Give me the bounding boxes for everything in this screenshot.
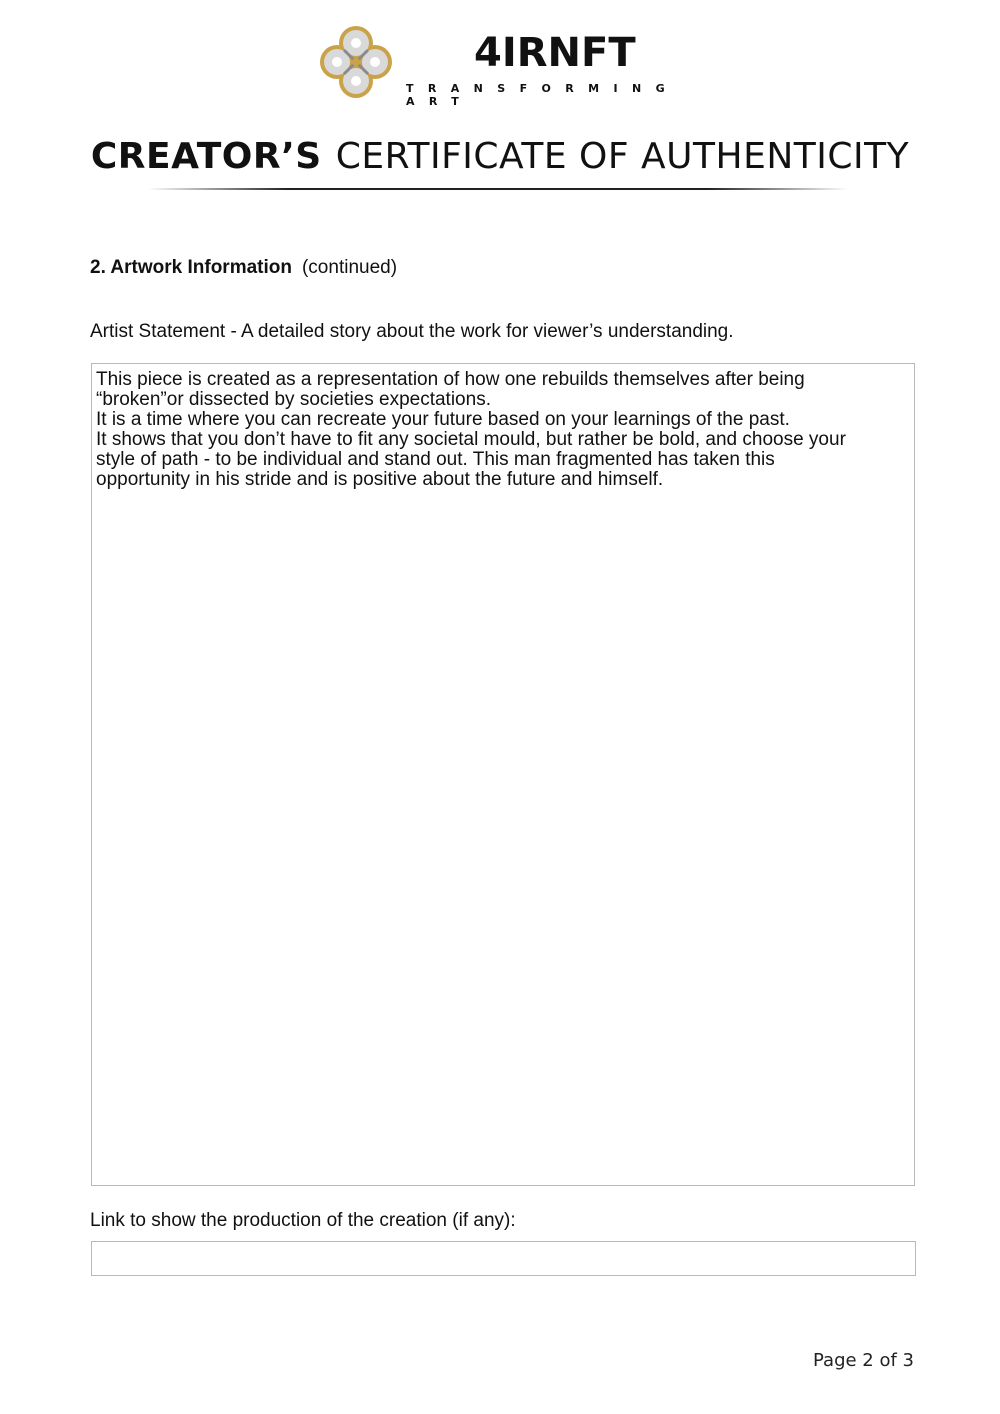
artist-statement-text: This piece is created as a representation of how one rebuilds themselves after being “broken”or dissected by societies expectations. It is a time where you can recreate your future based on your learnings of the past. It shows that you don’t have to fit any societal mould, but rather be bold, and choose your style of path - to be individual and stand out. This man fragmented has taken this opportunity in his stride and is positive about the future and himself. (96, 369, 846, 490)
section-heading-note: (continued) (301, 257, 398, 278)
certificate-title (0, 136, 1000, 177)
certificate-title-rest: CERTIFICATE OF AUTHENTICITY (335, 136, 910, 177)
certificate-title-strong: CREATOR’S (90, 136, 322, 177)
brand-header (316, 22, 686, 108)
brand-tagline: TRANSFORMING ART (406, 82, 680, 108)
production-link-field[interactable] (91, 1241, 916, 1276)
brand-name: 4IRNFT (474, 30, 636, 76)
title-divider (148, 188, 848, 190)
section-heading (90, 257, 397, 279)
artist-statement-label: Artist Statement - A detailed story about the work for viewer’s understanding. (90, 321, 734, 342)
page-number: Page 2 of 3 (813, 1350, 914, 1371)
production-link-label: Link to show the production of the creation (if any): (90, 1210, 516, 1231)
section-heading-title: 2. Artwork Information (90, 257, 292, 278)
gold-knot-logo-icon (316, 22, 396, 102)
